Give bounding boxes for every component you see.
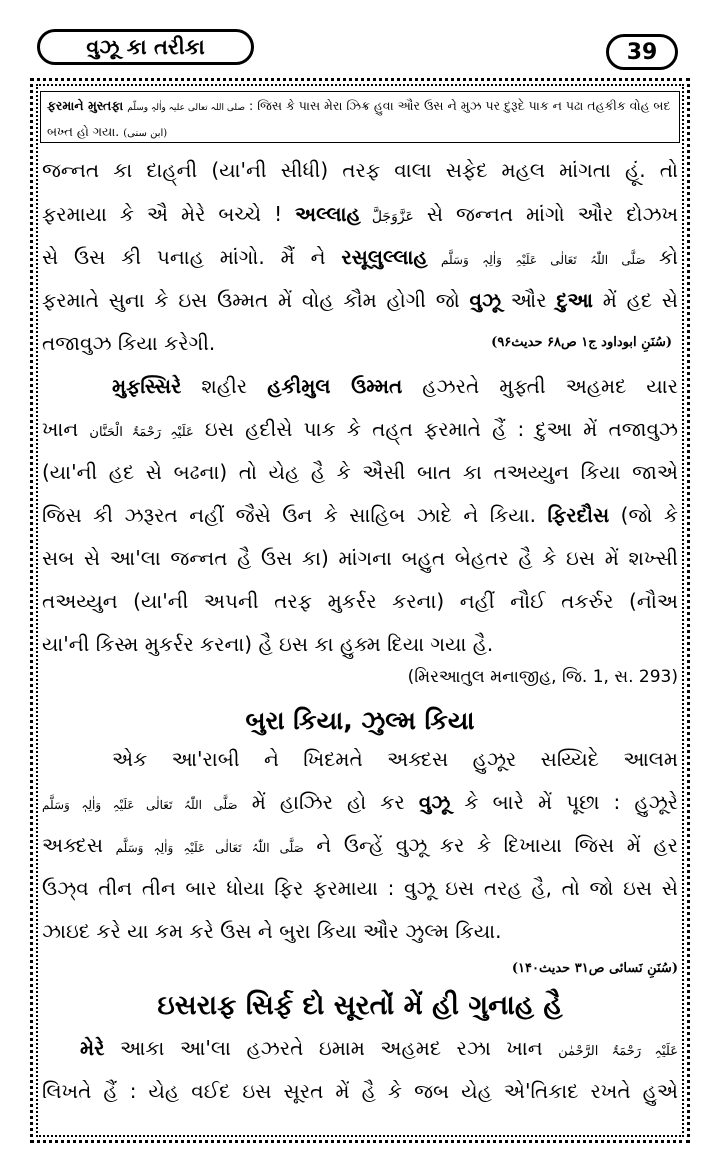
para1-line4 (42, 281, 678, 319)
para1-line1: જન્નત કા દાહ્‌ની (યા'ની સીધી) તરફ વાલા સફેદ મહલ માંગતા હૂં. તો (42, 158, 678, 182)
firdaus-word: ફિરદૌસ (547, 503, 610, 527)
para2-line4 (42, 496, 678, 534)
allah-word: અલ્લાહ (295, 202, 361, 226)
page-number: 39 (606, 34, 678, 70)
para1-line2-a: ફરમાયા કે ઐ મેરે બચ્ચે ! (42, 202, 296, 226)
para1-line2-d: સે જન્નત માંગો ઔર દોઝખ (413, 202, 678, 226)
dua-word: દુઆ (556, 288, 593, 312)
reference-nasai-row (42, 946, 678, 988)
section1-line3 (42, 826, 678, 867)
chapter-title: વુઝૂ કા તરીકા (37, 29, 254, 65)
section1-line4: ઉઝ્‌વ તીન તીન બાર ધોયા ફિર ફરમાયા : વુઝૂ ઇસ તરહ હૈ, તો જો ઇસ સે (42, 876, 678, 900)
para2-line2-c: ઇસ હદીસે પાક કે તહ્‌ત ફરમાતે હૈં : દુઆ મેં તજાવુઝ (193, 417, 678, 441)
para1-line5 (42, 324, 678, 362)
hadith-box (40, 91, 680, 143)
section1-line5: ઝાઇદ કરે યા કમ કરે ઉસ ને બુરા કિયા ઔર ઝુલ્મ કિયા. (42, 919, 502, 943)
para2-line2 (42, 410, 678, 452)
para1-line5-text: તજાવુઝ કિયા કરેગી. (42, 331, 216, 355)
para2-line1-b: શહીર (181, 374, 268, 398)
section2-line1-b: આકા આ'લા હઝરતે ઇમામ અહમદ રઝા ખાન (104, 1036, 559, 1060)
hadith-salutation: صلی اللہ تعالی علیہ واٰلہٖ وسلّم (127, 103, 246, 113)
hakimul-ummat: હકીમુલ ઉમ્મત (267, 374, 403, 398)
para1-line3-d: કો (658, 245, 678, 269)
mufassir-word: મુફસ્સિરે (112, 374, 182, 398)
section2-line1 (42, 1029, 678, 1071)
section1-line2-d: કે બારે મેં પૂછા : હુઝૂરે (450, 790, 678, 814)
wuzu-word-2: વુઝૂ (418, 790, 451, 814)
hadith-label: ફરમાને મુસ્તફા (47, 98, 124, 113)
salutation-1: صَلَّی اللّٰہُ تَعَالٰی عَلَیْہِ وَاٰلِہٖ وَسَلَّم (427, 253, 659, 267)
para1-line3 (42, 238, 678, 279)
section1-line1: એક આ'રાબી ને ખિદમતે અક્દસ હુઝૂર સય્યિદે આલમ (112, 747, 678, 771)
para2-line1-d: હઝરતે મુફ્તી અહમદ યાર (402, 374, 678, 398)
hadith-source: (ابن سنی) (123, 128, 168, 139)
para2-line3: (યા'ની હદ સે બઢના) તો યેહ હૈ કે ઐસી બાત કા તઅય્યુન કિયા જાએ (42, 460, 678, 484)
salutation-2: صَلَّی اللّٰہُ تَعَالٰی عَلَیْہِ وَاٰلِہٖ وَسَلَّم (42, 798, 238, 812)
para2-line5: સબ સે આ'લા જન્નત હૈ ઉસ કા) માંગના બહુત બેહતર હૈ કે ઇસ મેં શખ્સી (42, 546, 678, 570)
reference-nasai: (سُنَنِ نَسائی ص۳۱ حدیث۱۴۰) (511, 961, 678, 976)
section1-line2-b: મેં હાઝિર હો કર (237, 790, 419, 814)
para2-line7: યા'ની કિસ્મ મુકર્રર કરના) હૈ ઇસ કા હુક્મ દિયા ગયા હૈ. (42, 632, 494, 656)
mere-word: મેરે (80, 1036, 105, 1060)
wuzu-word: વુઝૂ (469, 288, 502, 312)
hadith-text: : જિસ કે પાસ મેરા ઝિક્ર હુવા ઔર ઉસ ને મુઝ પર દુરૂદે પાક ન પઢા તહકીક વોહ બદ બખ્ત હો ગયા. (47, 98, 671, 139)
reference-miratul: (મિરઆતુલ મનાજીહ, જિ. 1, સ. 293) (407, 667, 678, 687)
para2-line4-a: જિસ કી ઝરૂરત નહીં જૈસે ઉન કે સાહિબ ઝાદે ને કિયા. (42, 503, 548, 527)
para2-line1 (42, 367, 678, 405)
para1-line4-a: ફરમાતે સુના કે ઇસ ઉમ્મત મેં વોહ કૌમ હોગી જો (42, 288, 470, 312)
salutation-3: صَلَّی اللّٰہُ تَعَالٰی عَلَیْہِ وَاٰلِہٖ وَسَلَّم (115, 841, 304, 855)
para1-line4-e: મેં હદ સે (592, 288, 678, 312)
section1-line2 (42, 783, 678, 824)
azzawajal: عَزَّوَجَلَّ (360, 209, 414, 225)
para1-line3-a: સે ઉસ કી પનાહ માંગો. મૈં ને (42, 245, 342, 269)
para2-line2-a: ખાન (42, 417, 90, 441)
section1-line3-c: ને ઉન્હેં વુઝૂ કર કે દિખાયા જિસ મેં હર (303, 833, 678, 857)
section2-line2: લિખતે હૈં : યેહ વઈદ ઇસ સૂરત મેં હૈ કે જબ યેહ એ'તિકાદ રખતે હુએ (42, 1079, 678, 1103)
section1-line3-a: અક્દસ (42, 833, 116, 857)
rahmat-dua-1: عَلَیْہِ رَحْمَۃُ الْحَنَّان (89, 425, 194, 440)
para2-line4-c: (જો કે (609, 503, 678, 527)
rasulullah-word: રસૂલુલ્લાહ (341, 245, 428, 269)
section-heading-israf: ઇસરાફ સિર્ફ દો સૂરતોં મેં હી ગુનાહ હૈ (157, 990, 563, 1021)
para2-line6: તઅય્યુન (યા'ની અપની તરફ મુકર્રર કરના) નહીં નૌઈ તકર્રુર (નૌઅ (42, 589, 678, 613)
para1-line4-c: ઔર (501, 288, 557, 312)
section-heading-bura-kiya: બુરા કિયા, ઝુલ્મ કિયા (245, 706, 475, 735)
rahmat-dua-2: عَلَیْہِ رَحْمَۃُ الرَّحْمٰن (558, 1044, 678, 1059)
para1-line2 (42, 195, 678, 236)
reference-abudawud: (سُنَنِ ابوداود ج۱ ص۶۸ حدیث۹۶) (491, 335, 672, 350)
